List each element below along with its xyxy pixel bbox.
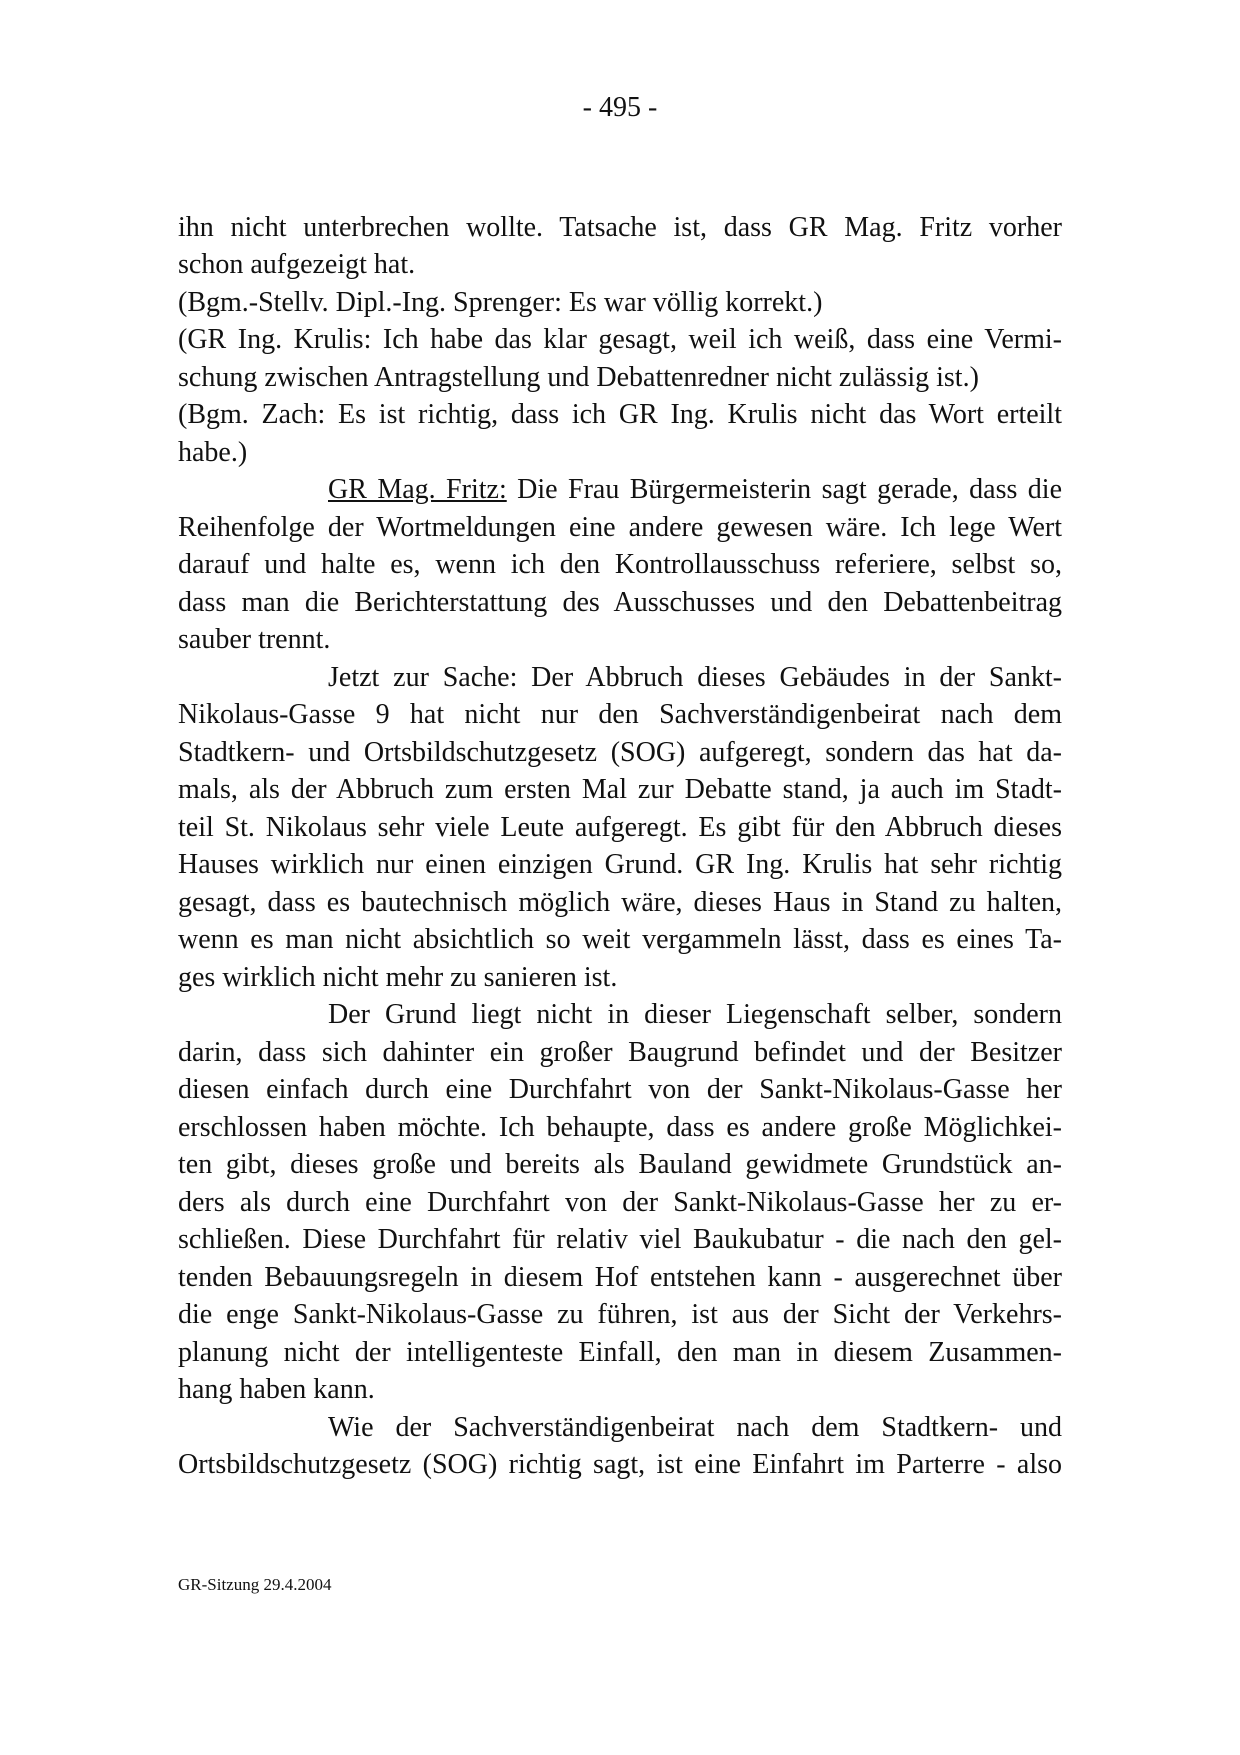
body-line: wenn es man nicht absichtlich so weit vergammeln lässt, dass es eines Ta- bbox=[178, 924, 1062, 955]
body-line: planung nicht der intelligenteste Einfall, den man in diesem Zusammen- bbox=[178, 1337, 1062, 1368]
body-line: Jetzt zur Sache: Der Abbruch dieses Gebäudes in der Sankt- bbox=[328, 662, 1062, 693]
body-line: habe.) bbox=[178, 437, 248, 468]
body-line: Reihenfolge der Wortmeldungen eine andere gewesen wäre. Ich lege Wert bbox=[178, 512, 1062, 543]
body-line: teil St. Nikolaus sehr viele Leute aufgeregt. Es gibt für den Abbruch dieses bbox=[178, 812, 1062, 843]
body-line: Wie der Sachverständigenbeirat nach dem Stadtkern- und bbox=[328, 1412, 1062, 1443]
body-line: sauber trennt. bbox=[178, 624, 331, 655]
body-line: Nikolaus-Gasse 9 hat nicht nur den Sachverständigenbeirat nach dem bbox=[178, 699, 1062, 730]
body-line: ges wirklich nicht mehr zu sanieren ist. bbox=[178, 962, 618, 993]
body-line bbox=[328, 472, 1062, 508]
speaker-label: GR Mag. Fritz: bbox=[328, 474, 507, 505]
body-line: schließen. Diese Durchfahrt für relativ viel Baukubatur - die nach den gel- bbox=[178, 1224, 1062, 1255]
body-line: dass man die Berichterstattung des Ausschusses und den Debattenbeitrag bbox=[178, 587, 1062, 618]
body-line: ders als durch eine Durchfahrt von der Sankt-Nikolaus-Gasse her zu er- bbox=[178, 1187, 1062, 1218]
body-line: ihn nicht unterbrechen wollte. Tatsache ist, dass GR Mag. Fritz vorher bbox=[178, 212, 1062, 243]
body-line: Der Grund liegt nicht in dieser Liegenschaft selber, sondern bbox=[328, 999, 1062, 1030]
body-line: die enge Sankt-Nikolaus-Gasse zu führen, ist aus der Sicht der Verkehrs- bbox=[178, 1299, 1062, 1330]
body-line: erschlossen haben möchte. Ich behaupte, dass es andere große Möglichkei- bbox=[178, 1112, 1062, 1143]
body-line: darin, dass sich dahinter ein großer Baugrund befindet und der Besitzer bbox=[178, 1037, 1062, 1068]
body-line: tenden Bebauungsregeln in diesem Hof entstehen kann - ausgerechnet über bbox=[178, 1262, 1062, 1293]
body-line: diesen einfach durch eine Durchfahrt von der Sankt-Nikolaus-Gasse her bbox=[178, 1074, 1062, 1105]
body-line: gesagt, dass es bautechnisch möglich wäre, dieses Haus in Stand zu halten, bbox=[178, 887, 1062, 918]
body-line: ten gibt, dieses große und bereits als Bauland gewidmete Grundstück an- bbox=[178, 1149, 1062, 1180]
footer: GR-Sitzung 29.4.2004 bbox=[178, 1575, 332, 1594]
body-line: mals, als der Abbruch zum ersten Mal zur Debatte stand, ja auch im Stadt- bbox=[178, 774, 1062, 805]
body-line: (Bgm. Zach: Es ist richtig, dass ich GR Ing. Krulis nicht das Wort erteilt bbox=[178, 399, 1062, 430]
body-line: schung zwischen Antragstellung und Debattenredner nicht zulässig ist.) bbox=[178, 362, 979, 393]
body-line: hang haben kann. bbox=[178, 1374, 375, 1405]
body-line: (Bgm.-Stellv. Dipl.-Ing. Sprenger: Es war völlig korrekt.) bbox=[178, 287, 823, 318]
speaker-line-text: Die Frau Bürgermeisterin sagt gerade, dass die bbox=[517, 474, 1062, 505]
body-line: schon aufgezeigt hat. bbox=[178, 249, 416, 280]
body-line: (GR Ing. Krulis: Ich habe das klar gesagt, weil ich weiß, dass eine Vermi- bbox=[178, 324, 1062, 355]
body-line: darauf und halte es, wenn ich den Kontrollausschuss referiere, selbst so, bbox=[178, 549, 1062, 580]
page-number: - 495 - bbox=[582, 92, 658, 123]
body-line: Hauses wirklich nur einen einzigen Grund. GR Ing. Krulis hat sehr richtig bbox=[178, 849, 1062, 880]
body-line: Stadtkern- und Ortsbildschutzgesetz (SOG) aufgeregt, sondern das hat da- bbox=[178, 737, 1062, 768]
body-line: Ortsbildschutzgesetz (SOG) richtig sagt, ist eine Einfahrt im Parterre - also bbox=[178, 1449, 1062, 1480]
